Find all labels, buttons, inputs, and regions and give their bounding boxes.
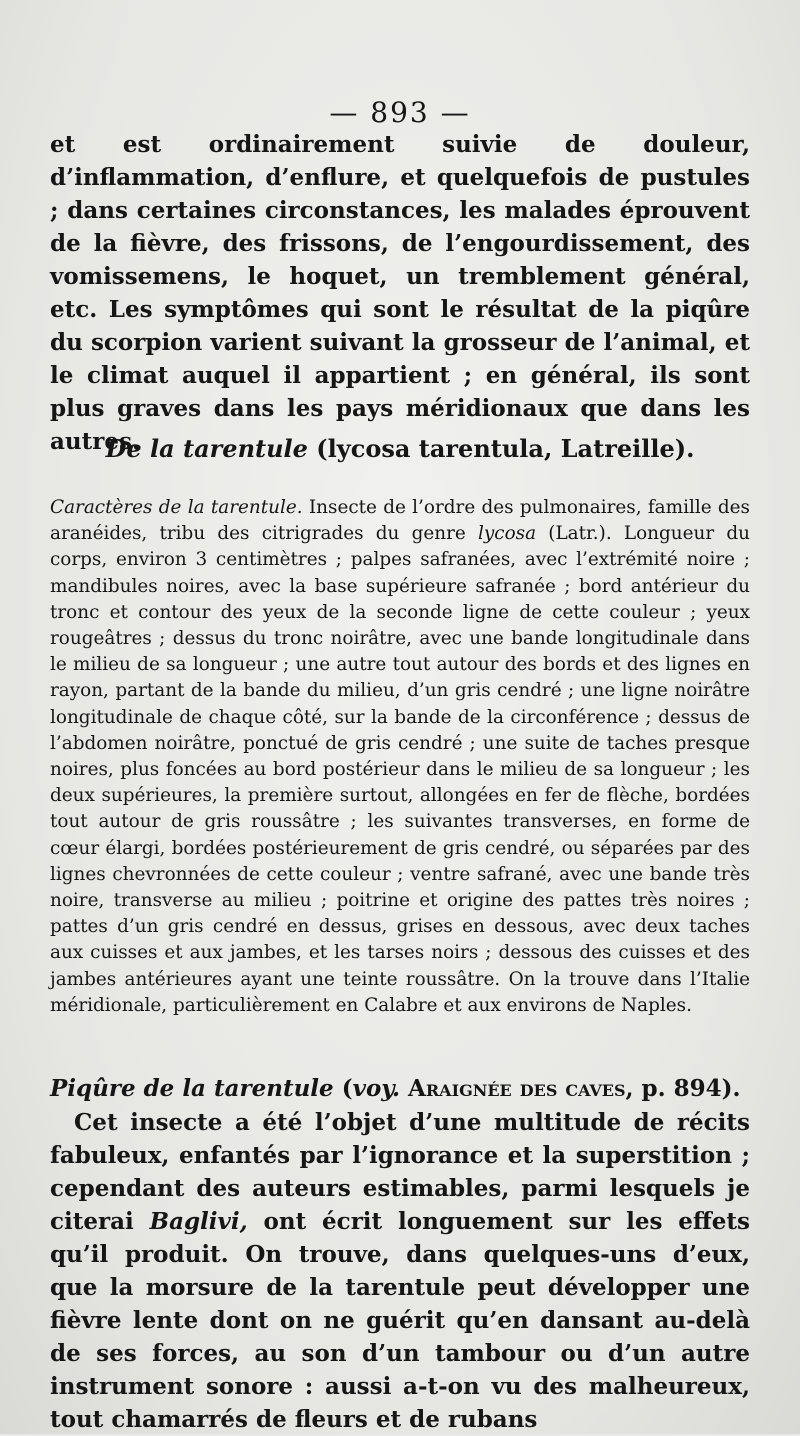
paragraph-characteristics (50, 495, 750, 1019)
author-name: Baglivi, (149, 1208, 248, 1235)
characteristics-text-1: Insecte de l’ordre des pulmonaires, famille des aranéides, tribu des citrigrades du genre (50, 497, 750, 545)
paragraph-scorpion-symptoms: et est ordinairement suivie de douleur, d’inflammation, d’enflure, et quelquefois de pustules ; dans certaines circonstances, les malades éprouvent de la fièvre, des frissons, de l’engourdissement, des vomissemens, le hoquet, un tremblement général, etc. Les symptômes qui sont le résultat de la piqûre du scorpion varient suivant la grosseur de l’animal, et le climat auquel il appartient ; en général, ils sont plus graves dans les pays méridionaux que dans les autres. (50, 131, 750, 455)
heading-italic: De la tarentule (105, 434, 308, 463)
bite-text-1: Cet insecte a été l’objet d’une multitude de récits fabuleux, enfantés par l’ignorance et la superstition ; cependant des auteurs estimables, parmi lesquels je citerai (50, 1109, 750, 1235)
bite-text-2: ont écrit longuement sur les effets qu’il produit. On trouve, dans quelques-uns d’eux, que la morsure de la tarentule peut développer une fièvre lente dont on ne guérit qu’en dansant au-delà de ses forces, au son d’un tambour ou d’un autre instrument sonore : aussi a-t-on vu des malheureux, tout chamarrés de fleurs et de rubans (50, 1208, 750, 1433)
subhead-voy: voy. (352, 1075, 401, 1102)
genus-name: lycosa (478, 523, 537, 545)
subhead-italic: Piqûre de la tarentule (50, 1075, 334, 1102)
characteristics-lead: Caractères de la tarentule. (50, 497, 303, 518)
page-number: — 893 — (329, 96, 471, 129)
subhead-reference: Araignée des caves (408, 1075, 626, 1102)
paragraph-tarantula-bite (50, 1106, 750, 1436)
heading-latin-name: (lycosa tarentula, Latreille). (307, 434, 695, 463)
characteristics-text-2: (Latr.). Longueur du corps, environ 3 centimètres ; palpes safranées, avec l’extrémité noire ; mandibules noires, avec la base supérieure safranée ; bord antérieur du tronc et contour des yeux de la seconde ligne de cette couleur ; yeux rougeâtres ; dessus du tronc noirâtre, avec une bande longitudinale dans le milieu de sa longueur ; une autre tout autour des bords et des lignes en rayon, partant de la bande du milieu, d’un gris cendré ; une ligne noirâtre longitudinale de chaque côté, sur la bande de la circonférence ; dessus de l’abdomen noirâtre, ponctué de gris cendré ; une suite de taches presque noires, plus foncées au bord postérieur dans le milieu de sa longueur ; les deux supérieures, la première surtout, allongées en fer de flèche, bordées tout autour de gris roussâtre ; les suivantes transverses, en forme de cœur élargi, bordées postérieurement de gris cendré, ou séparées par des lignes chevronnées de cette couleur ; ventre safrané, avec une bande très noire, transverse au milieu ; poitrine et origine des pattes très noires ; pattes d’un gris cendré en dessus, grises en dessous, avec deux taches aux cuisses et aux jambes, et les tarses noirs ; dessous des cuisses et des jambes antérieures ayant une teinte roussâtre. On la trouve dans l’Italie méridionale, particulièrement en Calabre et aux environs de Naples. (50, 523, 750, 1016)
section-heading (0, 434, 800, 463)
subsection-heading: Piqûre de la tarentule (voy. Araignée des caves, p. 894). (50, 1075, 741, 1102)
subhead-page-ref: , p. 894). (625, 1075, 741, 1102)
